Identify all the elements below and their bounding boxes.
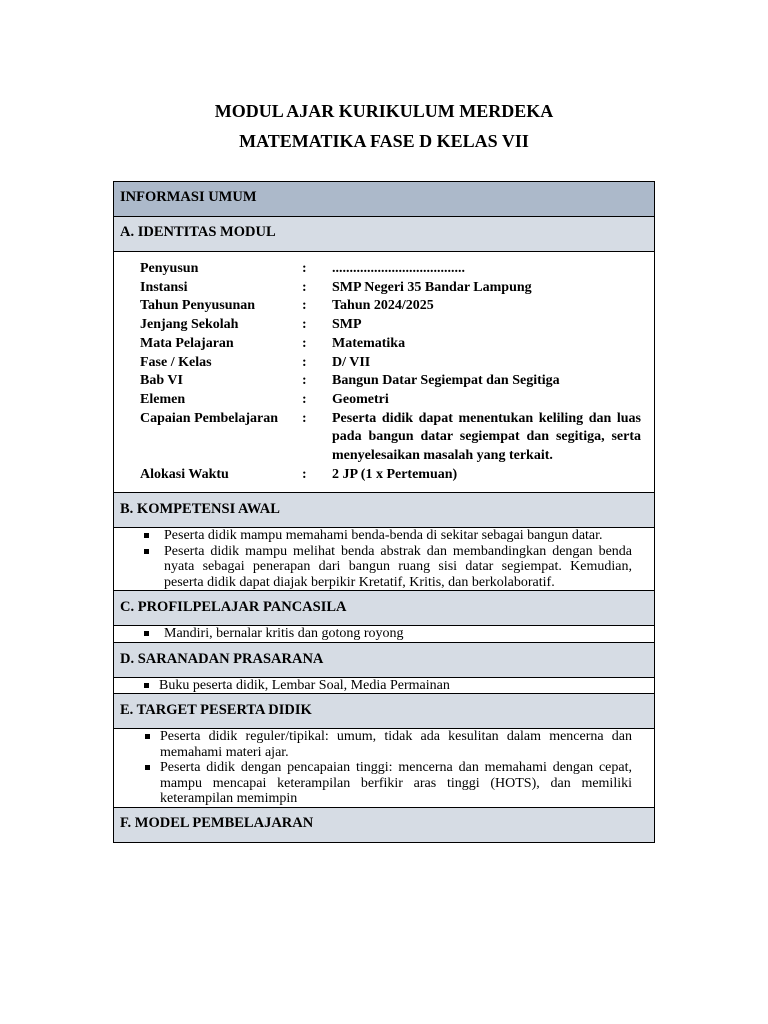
kompetensi-awal-body	[114, 528, 655, 591]
identity-separator: :	[302, 410, 307, 426]
section-d-header	[114, 642, 655, 677]
identity-label: Mata Pelajaran	[140, 335, 234, 351]
document-subtitle: MATEMATIKA FASE D KELAS VII	[239, 131, 529, 151]
identity-label: Elemen	[140, 391, 186, 407]
identity-value: SMP Negeri 35 Bandar Lampung	[332, 279, 532, 295]
section-e-heading: E. TARGET PESERTA DIDIK	[120, 702, 312, 719]
identity-value: Matematika	[332, 335, 406, 351]
identity-value: Bangun Datar Segiempat dan Segitiga	[332, 373, 560, 389]
target-peserta-body	[114, 729, 655, 808]
identity-label: Tahun Penyusunan	[140, 298, 256, 314]
list-item: Peserta didik mampu memahami benda-benda di sekitar sebagai bangun datar.	[164, 528, 632, 544]
identity-value: ......................................	[332, 261, 465, 276]
document-title: MODUL AJAR KURIKULUM MERDEKA	[214, 101, 554, 121]
section-c-heading: C. PROFILPELAJAR PANCASILA	[120, 599, 347, 616]
identity-label: Fase / Kelas	[140, 354, 212, 370]
module-info-table	[113, 181, 655, 843]
section-c-header	[114, 591, 655, 626]
identity-label: Capaian Pembelajaran	[140, 410, 279, 426]
identity-separator: :	[302, 373, 307, 389]
section-f-header	[114, 807, 655, 842]
profil-pelajar-list	[114, 626, 654, 642]
identity-label: Jenjang Sekolah	[140, 317, 239, 333]
section-e-header	[114, 694, 655, 729]
identity-label: Alokasi Waktu	[140, 466, 229, 482]
identity-value: 2 JP (1 x Pertemuan)	[332, 466, 458, 482]
identity-separator: :	[302, 335, 307, 351]
list-item: Buku peserta didik, Lembar Soal, Media Permainan	[159, 678, 632, 694]
section-f-heading: F. MODEL PEMBELAJARAN	[120, 814, 314, 831]
section-b-header	[114, 493, 655, 528]
kompetensi-awal-list	[114, 528, 654, 590]
identity-separator: :	[302, 261, 307, 276]
informasi-umum-label: INFORMASI UMUM	[120, 189, 257, 205]
identity-value: Peserta didik dapat menentukan keliling dan luas pada bangun datar segiempat dan segitiga, serta menyelesaikan masalah yang terkait.	[332, 410, 641, 464]
profil-pelajar-body	[114, 626, 655, 643]
identity-separator: :	[302, 279, 307, 295]
identity-label: Instansi	[140, 279, 188, 295]
identity-separator: :	[302, 466, 307, 482]
list-item: Peserta didik mampu melihat benda abstrak dan membandingkan dengan benda nyata sebagai penerapan dari bangun ruang sisi datar segiempat. Kemudian, peserta didik dapat diajak berpikir Kretatif, Kritis, dan berkolaboratif.	[164, 543, 632, 590]
identity-separator: :	[302, 391, 307, 407]
identity-value: Geometri	[332, 391, 389, 407]
section-d-heading: D. SARANADAN PRASARANA	[120, 650, 324, 667]
section-a-header	[114, 217, 655, 252]
list-item: Mandiri, bernalar kritis dan gotong royong	[164, 626, 632, 642]
informasi-umum-header	[114, 182, 655, 217]
identity-separator: :	[302, 317, 307, 333]
identity-grid	[114, 252, 654, 492]
identity-value: SMP	[332, 317, 362, 333]
identity-label: Penyusun	[140, 261, 199, 276]
list-item: Peserta didik dengan pencapaian tinggi: mencerna dan memahami dengan cepat, mampu mencapai keterampilan berfikir aras tinggi (HOTS), dan memiliki keterampilan memimpin	[160, 760, 632, 807]
list-item: Peserta didik reguler/tipikal: umum, tidak ada kesulitan dalam mencerna dan memahami materi ajar.	[160, 729, 632, 760]
identity-label: Bab VI	[140, 373, 183, 389]
identity-separator: :	[302, 354, 307, 370]
section-b-heading: B. KOMPETENSI AWAL	[120, 501, 280, 518]
identity-value: D/ VII	[332, 354, 371, 370]
sarana-prasarana-body	[114, 677, 655, 694]
section-a-heading: A. IDENTITAS MODUL	[120, 224, 276, 240]
target-peserta-list	[114, 729, 654, 807]
identity-separator: :	[302, 298, 307, 314]
identitas-modul-body	[114, 252, 655, 493]
identity-value: Tahun 2024/2025	[332, 298, 434, 314]
sarana-prasarana-list	[114, 678, 654, 694]
